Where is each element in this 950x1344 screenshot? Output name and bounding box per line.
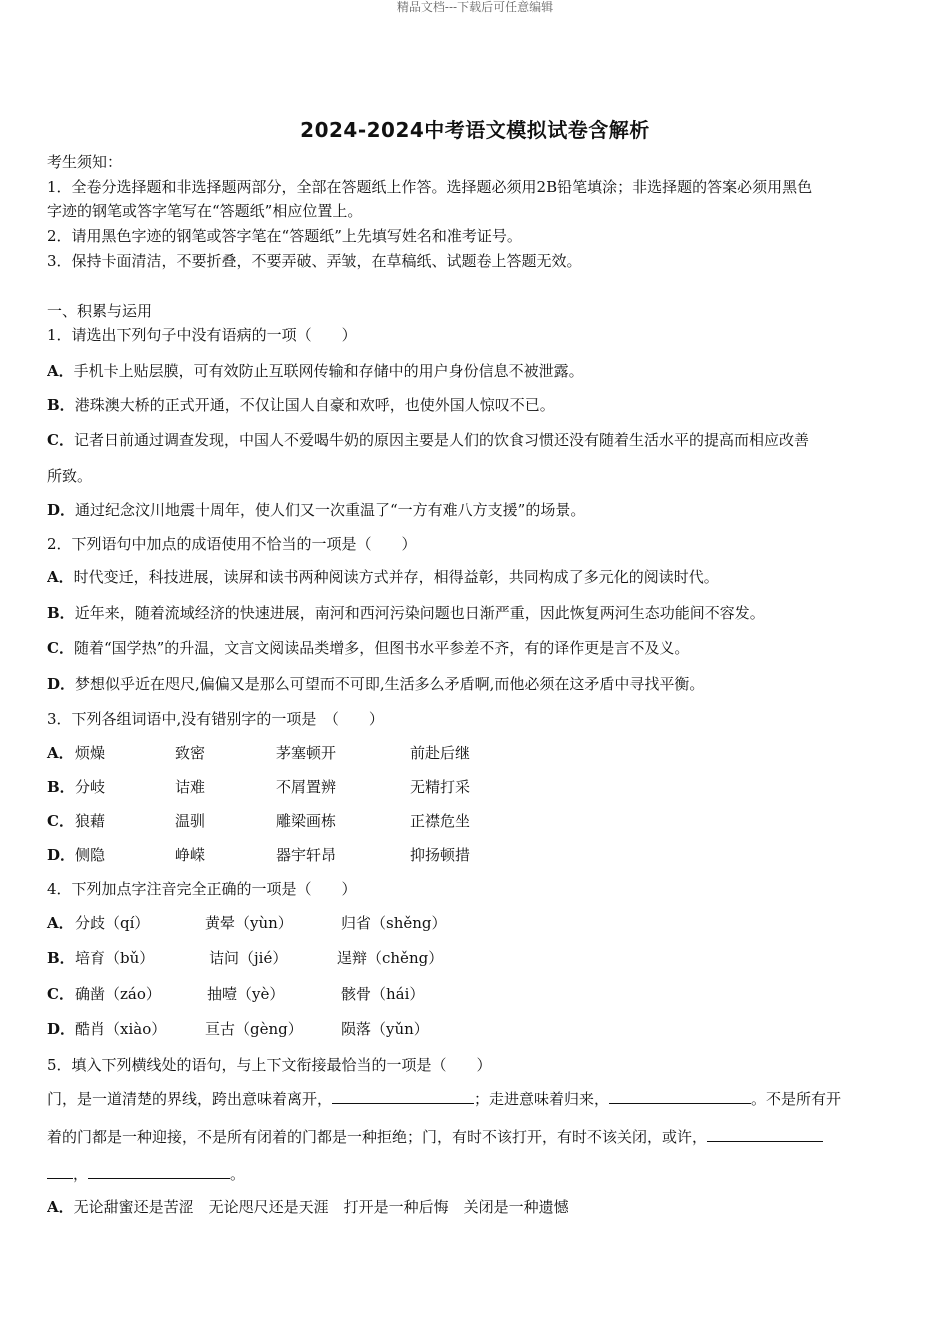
q1-option-c: C．记者日前通过调查发现，中国人不爱喝牛奶的原因主要是人们的饮食习惯还没有随着生活水平的提高而相应改善 bbox=[47, 431, 809, 449]
q1-option-c-cont: 所致。 bbox=[47, 467, 93, 485]
dotted-idiom: 言不及义 bbox=[614, 639, 675, 657]
q4-word-with-pinyin: 陨落（yǔn） bbox=[341, 1020, 429, 1038]
emphasis-dots: 没有 bbox=[191, 326, 222, 344]
answer-blank bbox=[707, 1127, 823, 1142]
q1-option-d: D．通过纪念汶川地震十周年，使人们又一次重温了“一方有难八方支援”的场景。 bbox=[47, 501, 586, 519]
q4-word-with-pinyin: 骸骨（hái） bbox=[341, 985, 425, 1003]
question-3-stem: 3．下列各组词语中,没有错别字的一项是 （ ） bbox=[47, 710, 384, 728]
dotted-idiom: 相得益彰 bbox=[433, 568, 494, 586]
q4-word-with-pinyin: 亘古（gèng） bbox=[205, 1020, 303, 1038]
q4-word-with-pinyin: 逞辩（chěng） bbox=[337, 949, 444, 967]
dotted-idiom: 间不容发 bbox=[689, 604, 750, 622]
question-2-stem: 2．下列语句中加点的成语使用不恰当的一项是（ ） bbox=[47, 535, 417, 553]
q5-passage-line-2: 着的门都是一种迎接，不是所有闭着的门都是一种拒绝；门，有时不该打开，有时不该关闭，或许， bbox=[47, 1127, 903, 1147]
q3-word: 温驯 bbox=[175, 812, 206, 830]
q3-word: 器宇轩昂 bbox=[276, 846, 337, 864]
q2-option-a: A．时代变迁，科技进展，读屏和读书两种阅读方式并存，相得益彰，共同构成了多元化的阅读时代。 bbox=[47, 568, 719, 586]
q3-word: 致密 bbox=[175, 744, 206, 762]
q3-word: 峥嵘 bbox=[175, 846, 206, 864]
question-5-stem: 5．填入下列横线处的语句，与上下文衔接最恰当的一项是（ ） bbox=[47, 1056, 492, 1074]
section-heading: 一、积累与运用 bbox=[47, 302, 153, 320]
page-title: 2024-2024中考语文模拟试卷含解析 bbox=[300, 118, 650, 142]
notice-item-1-cont: 字迹的钢笔或答字笔写在“答题纸”相应位置上。 bbox=[47, 202, 363, 220]
q4-word-with-pinyin: 归省（shěng） bbox=[341, 914, 447, 932]
answer-blank bbox=[332, 1089, 474, 1104]
notice-item-2: 2．请用黑色字迹的钢笔或答字笔在“答题纸”上先填写姓名和准考证号。 bbox=[47, 227, 522, 245]
q3-word: 前赴后继 bbox=[410, 744, 471, 762]
q4-word-with-pinyin: 诘问（jié） bbox=[209, 949, 288, 967]
q4-option-label: B． bbox=[47, 949, 75, 967]
q4-word-with-pinyin: 抽噎（yè） bbox=[207, 985, 285, 1003]
notice-item-3: 3．保持卡面清洁，不要折叠，不要弄破、弄皱，在草稿纸、试题卷上答题无效。 bbox=[47, 252, 582, 270]
q4-word-with-pinyin: 黄晕（yùn） bbox=[205, 914, 293, 932]
q2-option-d: D．梦想似乎近在咫尺,偏偏又是那么可望而不可即,生活多么矛盾啊,而他必须在这矛盾中寻找平衡。 bbox=[47, 675, 705, 693]
q3-word: 烦燥 bbox=[75, 744, 106, 762]
answer-blank bbox=[88, 1164, 230, 1179]
q3-option-label: D． bbox=[47, 846, 76, 864]
q3-word: 雕梁画栋 bbox=[276, 812, 337, 830]
q5-passage-line-1: 门，是一道清楚的界线，跨出意味着离开， ；走进意味着归来， 。不是所有开 bbox=[47, 1090, 842, 1108]
q3-option-label: A． bbox=[47, 744, 74, 762]
q4-option-label: A． bbox=[47, 914, 74, 932]
q3-word: 抑扬顿措 bbox=[410, 846, 471, 864]
q2-option-b: B．近年来，随着流域经济的快速进展，南河和西河污染问题也日渐严重，因此恢复两河生态功能间不容发。 bbox=[47, 604, 765, 622]
question-4-stem: 4．下列加点字注音完全正确的一项是（ ） bbox=[47, 880, 357, 898]
dotted-idiom: 可望而不可即 bbox=[289, 675, 380, 693]
q4-option-label: C． bbox=[47, 985, 74, 1003]
q2-option-c: C．随着“国学热”的升温，文言文阅读品类增多，但图书水平参差不齐，有的译作更是言不及义。 bbox=[47, 639, 690, 657]
q1-option-b: B．港珠澳大桥的正式开通，不仅让国人自豪和欢呼，也使外国人惊叹不已。 bbox=[47, 396, 555, 414]
q4-word-with-pinyin: 确凿（záo） bbox=[75, 985, 161, 1003]
q3-word: 侧隐 bbox=[75, 846, 106, 864]
question-1-stem: 1．请选出下列句子中没有语病的一项（ ） bbox=[47, 326, 357, 344]
q3-word: 狼藉 bbox=[75, 812, 106, 830]
q3-word: 不屑置辨 bbox=[276, 778, 337, 796]
q3-word: 无精打采 bbox=[410, 778, 471, 796]
q4-word-with-pinyin: 分歧（qí） bbox=[75, 914, 150, 932]
q5-option-a: A．无论甜蜜还是苦涩 无论咫尺还是天涯 打开是一种后悔 关闭是一种遗憾 bbox=[47, 1198, 569, 1216]
q3-word: 诘难 bbox=[175, 778, 206, 796]
q3-word: 茅塞顿开 bbox=[276, 744, 337, 762]
q3-word: 分岐 bbox=[75, 778, 106, 796]
q1-option-a: A．手机卡上贴层膜，可有效防止互联网传输和存储中的用户身份信息不被泄露。 bbox=[47, 362, 584, 380]
answer-blank bbox=[47, 1164, 73, 1179]
q4-word-with-pinyin: 培育（bǔ） bbox=[75, 949, 155, 967]
notice-heading: 考生须知： bbox=[47, 153, 123, 171]
q3-option-label: C． bbox=[47, 812, 74, 830]
watermark: 精品文档---下载后可任意编辑 bbox=[396, 0, 554, 14]
q3-word: 正襟危坐 bbox=[410, 812, 471, 830]
q3-option-label: B． bbox=[47, 778, 75, 796]
q5-passage-line-3: ， 。 bbox=[47, 1164, 903, 1184]
notice-item-1: 1．全卷分选择题和非选择题两部分，全部在答题纸上作答。选择题必须用2B铅笔填涂；非选择题的答案必须用黑色 bbox=[47, 178, 813, 196]
q4-option-label: D． bbox=[47, 1020, 76, 1038]
q4-word-with-pinyin: 酷肖（xiào） bbox=[75, 1020, 167, 1038]
answer-blank bbox=[609, 1089, 751, 1104]
